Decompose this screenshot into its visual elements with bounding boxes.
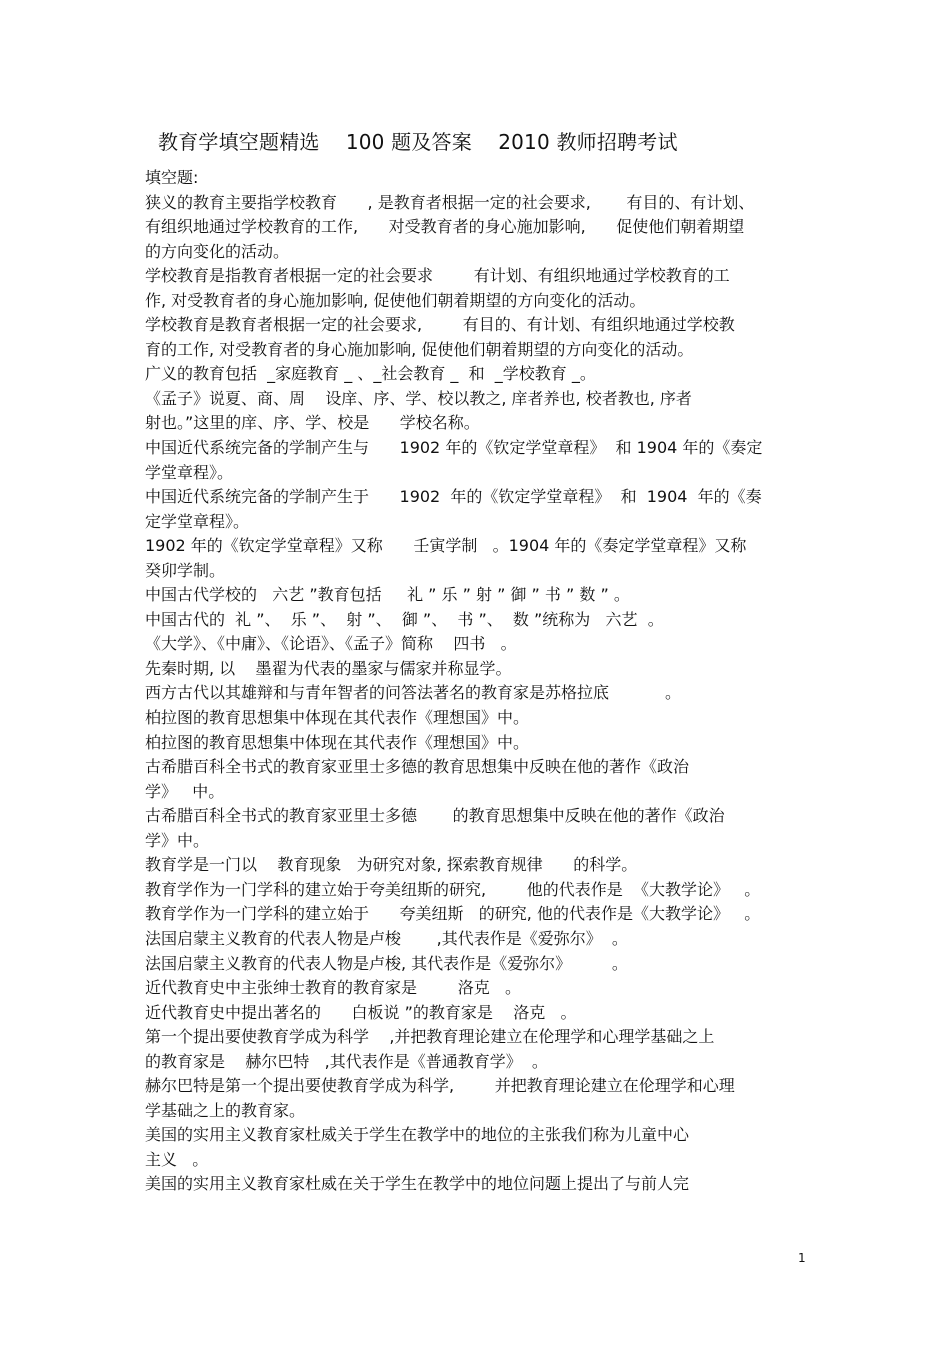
text-line: 中国近代系统完备的学制产生与 1902 年的《钦定学堂章程》 和 1904 年的《奏定 xyxy=(145,438,763,458)
text-line: 学堂章程》。 xyxy=(145,462,234,482)
text-line: 学校教育是指教育者根据一定的社会要求 有计划、有组织地通过学校教育的工 xyxy=(145,266,730,286)
page-number: 1 xyxy=(798,1251,806,1265)
text-line: 癸卯学制。 xyxy=(145,560,226,580)
text-line: 学》中。 xyxy=(145,830,210,850)
text-line: 近代教育史中提出著名的 白板说 ”的教育家是 洛克 。 xyxy=(145,1002,577,1022)
text-line: 1902 年的《钦定学堂章程》又称 壬寅学制 。1904 年的《奏定学堂章程》又称 xyxy=(145,536,747,556)
text-line: 学校教育是教育者根据一定的社会要求, 有目的、有计划、有组织地通过学校教 xyxy=(145,315,735,335)
text-line: 法国启蒙主义教育的代表人物是卢梭 ,其代表作是《爱弥尔》 。 xyxy=(145,928,628,948)
text-line: 中国近代系统完备的学制产生于 1902 年的《钦定学堂章程》 和 1904 年的《奏 xyxy=(145,487,762,507)
text-line: 作, 对受教育者的身心施加影响, 促使他们朝着期望的方向变化的活动。 xyxy=(145,290,646,310)
text-line: 主义 。 xyxy=(145,1149,209,1169)
text-line: 古希腊百科全书式的教育家亚里士多德 的教育思想集中反映在他的著作《政治 xyxy=(145,806,725,826)
text-line: 赫尔巴特是第一个提出要使教育学成为科学, 并把教育理论建立在伦理学和心理 xyxy=(145,1076,735,1096)
text-line: 广义的教育包括 _家庭教育 _ 、_社会教育 _ 和 _学校教育 _。 xyxy=(145,364,596,384)
text-line: 法国启蒙主义教育的代表人物是卢梭, 其代表作是《爱弥尔》 。 xyxy=(145,953,628,973)
text-line: 古希腊百科全书式的教育家亚里士多德的教育思想集中反映在他的著作《政治 xyxy=(145,757,690,777)
text-line: 先秦时期, 以 墨翟为代表的墨家与儒家并称显学。 xyxy=(145,658,512,678)
text-line: 美国的实用主义教育家杜威关于学生在教学中的地位的主张我们称为儿童中心 xyxy=(145,1125,690,1145)
text-line: 的教育家是 赫尔巴特 ,其代表作是《普通教育学》 。 xyxy=(145,1051,548,1071)
text-line: 有组织地通过学校教育的工作, 对受教育者的身心施加影响, 促使他们朝着期望 xyxy=(145,217,745,237)
text-line: 狭义的教育主要指学校教育 , 是教育者根据一定的社会要求, 有目的、有计划、 xyxy=(145,192,755,212)
text-line: 《大学》、《中庸》、《论语》、《孟子》简称 四书 。 xyxy=(145,634,517,654)
text-line: 西方古代以其雄辩和与青年智者的问答法著名的教育家是苏格拉底 。 xyxy=(145,683,681,703)
document-title: 教育学填空题精选 100 题及答案 2010 教师招聘考试 xyxy=(158,130,678,154)
text-line: 填空题: xyxy=(145,168,199,187)
text-line: 近代教育史中主张绅士教育的教育家是 洛克 。 xyxy=(145,978,521,998)
text-line: 教育学作为一门学科的建立始于 夸美纽斯 的研究, 他的代表作是《大教学论》 。 xyxy=(145,904,761,924)
text-line: 《孟子》说夏、商、周 设庠、序、学、校以教之, 庠者养也, 校者教也, 序者 xyxy=(145,388,692,408)
text-line: 柏拉图的教育思想集中体现在其代表作《理想国》中。 xyxy=(145,732,530,752)
text-line: 射也。”这里的庠、序、学、校是 学校名称。 xyxy=(145,413,480,433)
text-line: 中国古代的 礼 ”、 乐 ”、 射 ”、 御 ”、 书 ”、 数 ”统称为 六艺 。 xyxy=(145,609,664,629)
text-line: 教育学作为一门学科的建立始于夸美纽斯的研究, 他的代表作是 《大教学论》 。 xyxy=(145,879,761,899)
text-line: 美国的实用主义教育家杜威在关于学生在教学中的地位问题上提出了与前人完 xyxy=(145,1174,690,1194)
document-body xyxy=(145,166,815,1197)
text-line: 柏拉图的教育思想集中体现在其代表作《理想国》中。 xyxy=(145,708,530,728)
text-line: 学基础之上的教育家。 xyxy=(145,1100,306,1120)
text-line: 育的工作, 对受教育者的身心施加影响, 促使他们朝着期望的方向变化的活动。 xyxy=(145,339,694,359)
text-line: 定学堂章程》。 xyxy=(145,511,250,531)
text-line: 学》 中。 xyxy=(145,781,225,801)
text-line: 教育学是一门以 教育现象 为研究对象, 探索教育规律 的科学。 xyxy=(145,855,638,875)
text-line: 中国古代学校的 六艺 ”教育包括 礼 ” 乐 ” 射 ” 御 ” 书 ” 数 ” 。 xyxy=(145,585,630,605)
text-line: 的方向变化的活动。 xyxy=(145,241,290,261)
text-line: 第一个提出要使教育学成为科学 ,并把教育理论建立在伦理学和心理学基础之上 xyxy=(145,1027,715,1047)
